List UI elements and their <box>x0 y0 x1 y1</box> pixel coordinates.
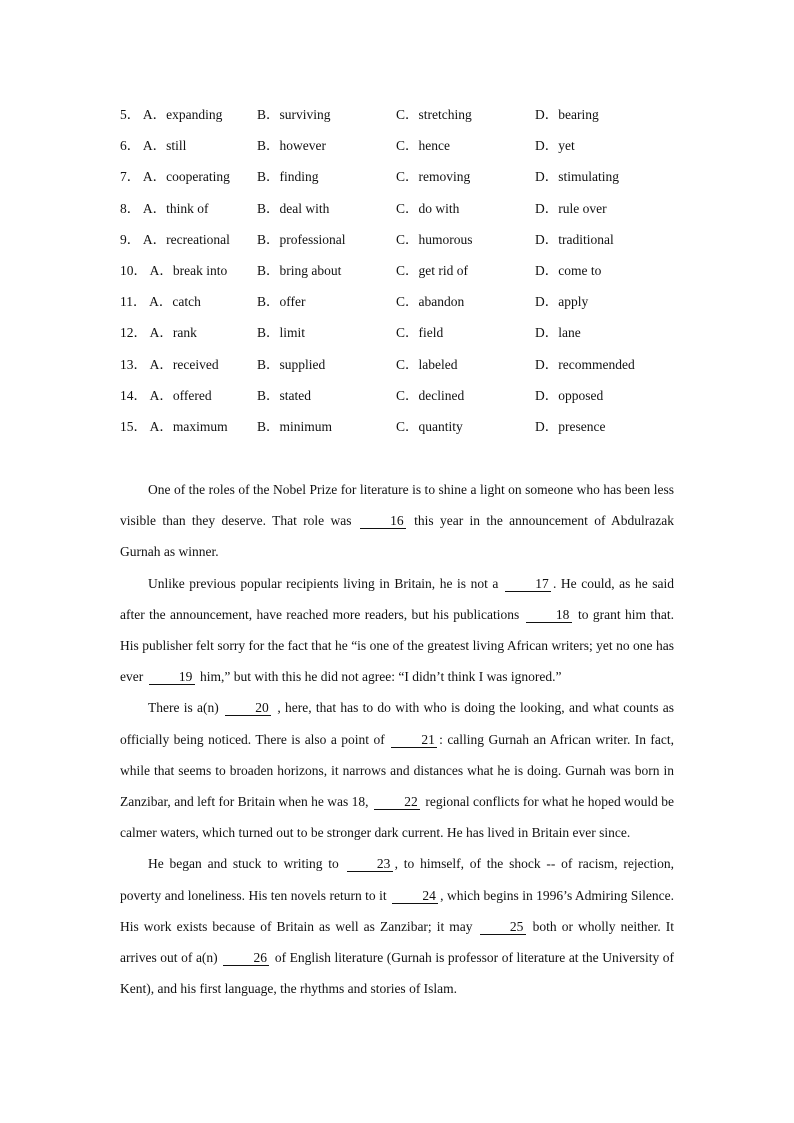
option-d: D．presence <box>535 418 606 434</box>
passage-text: , which begins in 1996’s Admiring Silence. His work exists because of Britain as well as Zanzibar; it may <box>120 887 675 934</box>
option-row-14 <box>120 382 680 413</box>
passage-text: , here, that has to do with who is doing the looking, and what counts as officially being noticed. There is also a point of <box>120 700 675 747</box>
passage-text: There is a(n) <box>148 700 219 716</box>
passage-text: to grant him that. His publisher felt sorry for the fact that he “is one of the greatest living African writers; yet no one has ever <box>120 606 675 685</box>
option-a <box>120 228 230 248</box>
option-d: D．apply <box>535 294 589 310</box>
option-row-8 <box>120 195 680 226</box>
option-b: B．surviving <box>257 107 331 122</box>
passage-text: , to himself, of the shock -- of racism, rejection, poverty and loneliness. His ten novels return to it <box>120 856 674 903</box>
option-b: B．limit <box>257 325 306 341</box>
option-a-text: A．think of <box>142 200 209 216</box>
question-number: 12． <box>120 325 147 341</box>
paragraph-4 <box>120 848 674 1004</box>
blank-24: 24 <box>392 888 438 904</box>
passage-text: . He could, as he said after the announcement, have reached more readers, but his publications <box>120 575 675 622</box>
passage-text: : calling Gurnah an African writer. In fact, while that seems to broaden horizons, it narrows and distances what he is doing. Gurnah was born in Zanzibar, and left for Britain when he was 18, <box>120 731 675 810</box>
option-a <box>120 165 230 185</box>
question-number: 6． <box>120 138 141 154</box>
blank-18: 18 <box>526 607 572 623</box>
passage-text: both or wholly neither. It arrives out of a(n) <box>120 918 675 966</box>
option-d: D．come to <box>535 262 602 278</box>
option-a <box>120 415 228 435</box>
option-a-text: A．recreational <box>142 231 230 247</box>
option-row-11 <box>120 288 680 319</box>
option-b: B．however <box>257 138 326 154</box>
option-a <box>120 103 222 123</box>
option-d: D．opposed <box>535 387 604 403</box>
option-d: D．yet <box>535 138 575 154</box>
passage-text: He began and stuck to writing to <box>148 856 339 872</box>
option-a-text: A．rank <box>149 325 197 341</box>
option-row-5 <box>120 101 680 132</box>
blank-22: 22 <box>374 794 420 810</box>
paragraph-3 <box>120 692 674 848</box>
answer-options-list <box>120 101 680 444</box>
passage-text: him,” but with this he did not agree: “I didn’t think I was ignored.” <box>199 669 562 685</box>
paragraph-2 <box>120 568 674 693</box>
option-c: C．labeled <box>396 356 458 372</box>
blank-16: 16 <box>360 513 406 529</box>
question-number: 5． <box>120 107 141 122</box>
question-number: 9． <box>120 231 141 247</box>
option-b: B．supplied <box>257 356 326 372</box>
blank-20: 20 <box>225 700 271 716</box>
option-a <box>120 290 201 310</box>
option-c: C．declined <box>396 387 465 403</box>
option-c: C．removing <box>396 169 471 185</box>
option-a <box>120 384 212 404</box>
option-a-text: A．offered <box>149 387 212 403</box>
option-c: C．get rid of <box>396 262 468 278</box>
option-a-text: A．cooperating <box>142 169 230 185</box>
option-c: C．quantity <box>396 418 463 434</box>
option-b: B．deal with <box>257 200 330 216</box>
option-a <box>120 353 219 373</box>
option-b: B．minimum <box>257 418 333 434</box>
blank-25: 25 <box>480 919 526 935</box>
question-number: 11． <box>120 294 147 310</box>
option-a-text: A．still <box>142 138 187 154</box>
passage-text: this year in the announcement of Abdulrazak Gurnah as winner. <box>120 513 675 560</box>
paragraph-1 <box>120 474 674 568</box>
passage-text: of English literature (Gurnah is professor of literature at the University of Kent), and his first language, the rhythms and stories of Islam. <box>120 950 675 997</box>
question-number: 15． <box>120 418 147 434</box>
option-b: B．bring about <box>257 262 342 278</box>
passage-text: One of the roles of the Nobel Prize for literature is to shine a light on someone who has been less visible than they deserve. That role was <box>120 482 674 529</box>
option-d: D．bearing <box>535 107 599 122</box>
option-d: D．lane <box>535 325 581 341</box>
option-a-text: A．catch <box>149 294 201 310</box>
option-b: B．offer <box>257 294 306 310</box>
option-a <box>120 134 186 154</box>
option-d: D．rule over <box>535 200 607 216</box>
blank-23: 23 <box>347 856 393 872</box>
question-number: 10． <box>120 262 147 278</box>
option-row-13 <box>120 351 680 382</box>
option-a-text: A．maximum <box>149 418 228 434</box>
option-a <box>120 321 197 341</box>
passage-text: regional conflicts for what he hoped would be calmer waters, which turned out to be stronger dark current. He has lived in Britain ever since. <box>120 794 675 841</box>
option-d: D．traditional <box>535 231 614 247</box>
question-number: 7． <box>120 169 141 185</box>
option-c: C．humorous <box>396 231 473 247</box>
option-b: B．stated <box>257 387 311 403</box>
option-row-12 <box>120 319 680 350</box>
passage-text: Unlike previous popular recipients living in Britain, he is not a <box>148 575 499 591</box>
option-b: B．finding <box>257 169 319 185</box>
question-number: 8． <box>120 200 141 216</box>
option-c: C．stretching <box>396 107 472 122</box>
option-a <box>120 259 227 279</box>
option-c: C．hence <box>396 138 450 154</box>
blank-19: 19 <box>149 669 195 685</box>
option-row-15 <box>120 413 680 444</box>
option-d: D．stimulating <box>535 169 619 185</box>
blank-21: 21 <box>391 732 437 748</box>
option-c: C．do with <box>396 200 460 216</box>
blank-26: 26 <box>223 950 269 966</box>
option-row-10 <box>120 257 680 288</box>
blank-17: 17 <box>505 576 551 592</box>
option-a-text: A．break into <box>149 262 228 278</box>
question-number: 13． <box>120 356 147 372</box>
option-a-text: A．received <box>149 356 219 372</box>
option-c: C．field <box>396 325 444 341</box>
question-number: 14． <box>120 387 147 403</box>
cloze-passage <box>120 474 674 1004</box>
option-row-6 <box>120 132 680 163</box>
option-d: D．recommended <box>535 356 635 372</box>
option-row-9 <box>120 226 680 257</box>
option-b: B．professional <box>257 231 346 247</box>
option-row-7 <box>120 163 680 194</box>
option-a <box>120 197 209 217</box>
option-c: C．abandon <box>396 294 465 310</box>
option-a-text: A．expanding <box>142 107 223 122</box>
